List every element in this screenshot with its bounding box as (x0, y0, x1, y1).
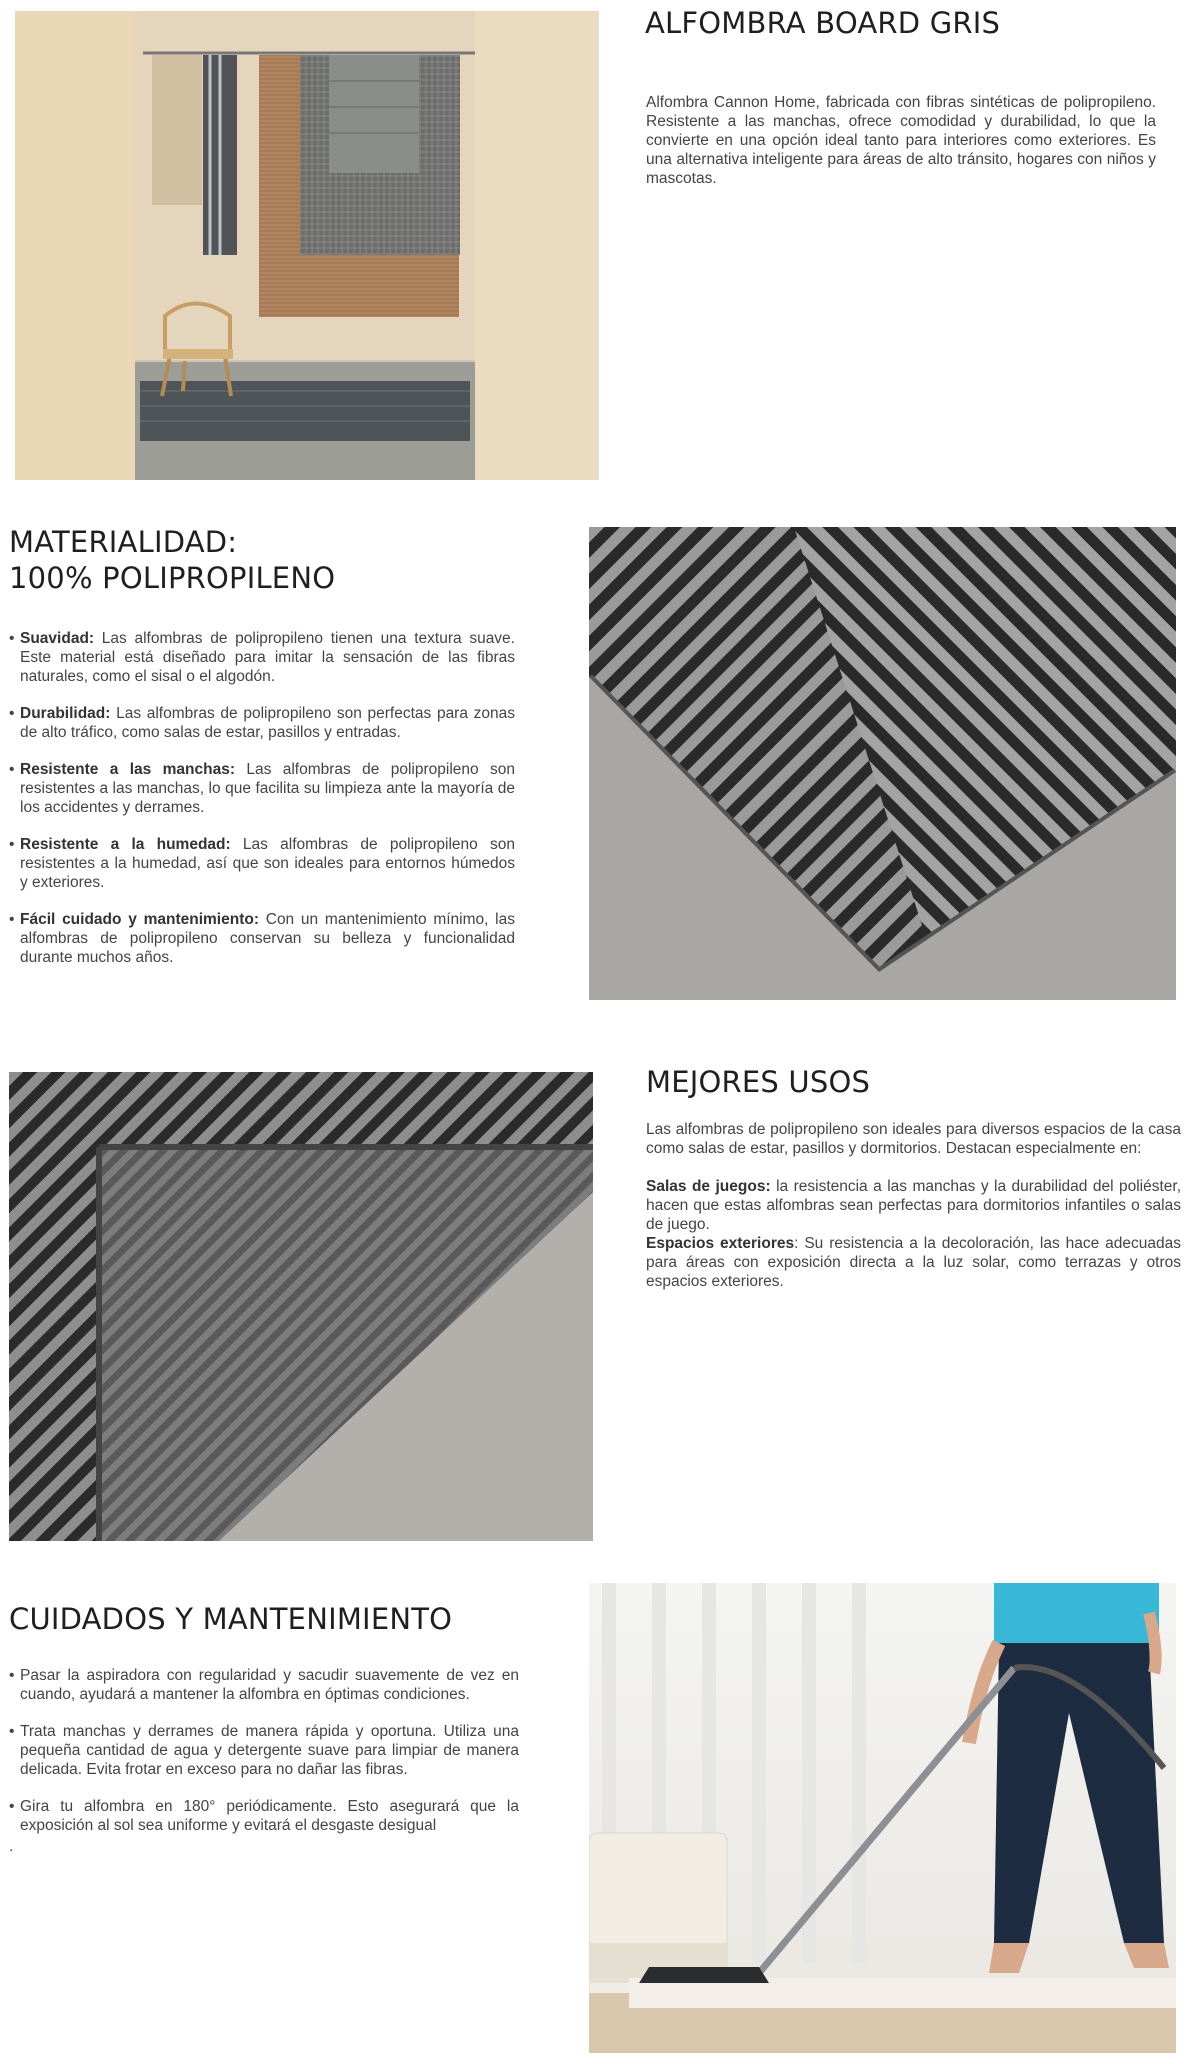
list-item: • Resistente a la humedad: Las alfombras de polipropileno son resistentes a la humedad, así que son ideales para entornos húmedos y exteriores. (9, 835, 515, 892)
usos-text (646, 1120, 1181, 1291)
materialidad-list (9, 629, 515, 985)
cuidados-title: CUIDADOS Y MANTENIMIENTO (9, 1602, 453, 1636)
usos-title: MEJORES USOS (646, 1065, 871, 1099)
usos-intro: Las alfombras de polipropileno son ideales para diversos espacios de la casa como salas de estar, pasillos y dormitorios. Destacan especialmente en: (646, 1121, 1181, 1157)
usos-item-salas: Salas de juegos: la resistencia a las manchas y la durabilidad del poliéster, hacen que estas alfombras sean perfectas para dormitorios infantiles o salas de juego. (646, 1178, 1181, 1233)
cuidados-list (9, 1666, 519, 1835)
list-item: • Fácil cuidado y mantenimiento: Con un mantenimiento mínimo, las alfombras de polipropileno conservan su belleza y funcionalidad durante muchos años. (9, 910, 515, 967)
vacuuming-rug-photo (589, 1583, 1176, 2053)
trailing-dot: . (9, 1838, 14, 1855)
list-item: • Suavidad: Las alfombras de polipropileno tienen una textura suave. Este material está diseñado para imitar la sensación de las fibras naturales, como el sisal o el algodón. (9, 629, 515, 686)
list-item: • Durabilidad: Las alfombras de polipropileno son perfectas para zonas de alto tráfico, como salas de estar, pasillos y entradas. (9, 704, 515, 742)
product-title: ALFOMBRA BOARD GRIS (645, 6, 1001, 40)
usos-item-exteriores: Espacios exteriores: Su resistencia a la decoloración, las hace adecuadas para áreas con exposición directa a la luz solar, como terrazas y otros espacios exteriores. (646, 1235, 1181, 1290)
list-item: • Gira tu alfombra en 180° periódicamente. Esto asegurará que la exposición al sol sea uniforme y evitará el desgaste desigual (9, 1797, 519, 1835)
product-description: Alfombra Cannon Home, fabricada con fibras sintéticas de polipropileno. Resistente a las manchas, ofrece comodidad y durabilidad, lo que la convierte en una opción ideal tanto para interiores como exteriores. Es una alternativa inteligente para áreas de alto tránsito, hogares con niños y mascotas. (646, 94, 1156, 187)
list-item: • Resistente a las manchas: Las alfombras de polipropileno son resistentes a las manchas, lo que facilita su limpieza ante la mayoría de los accidentes y derrames. (9, 760, 515, 817)
list-item: • Pasar la aspiradora con regularidad y sacudir suavemente de vez en cuando, ayudará a mantener la alfombra en óptimas condiciones. (9, 1666, 519, 1704)
rug-corner-pattern-photo (589, 527, 1176, 1000)
materialidad-title-line2: 100% POLIPROPILENO (9, 561, 336, 596)
list-item: • Trata manchas y derrames de manera rápida y oportuna. Utiliza una pequeña cantidad de agua y detergente suave para limpiar de manera delicada. Evita frotar en exceso para no dañar las fibras. (9, 1722, 519, 1779)
materialidad-title-line1: MATERIALIDAD: (9, 525, 238, 559)
materialidad-title (9, 524, 335, 597)
rugs-hanging-room-photo (15, 11, 599, 480)
rug-folded-back-photo (9, 1072, 593, 1541)
